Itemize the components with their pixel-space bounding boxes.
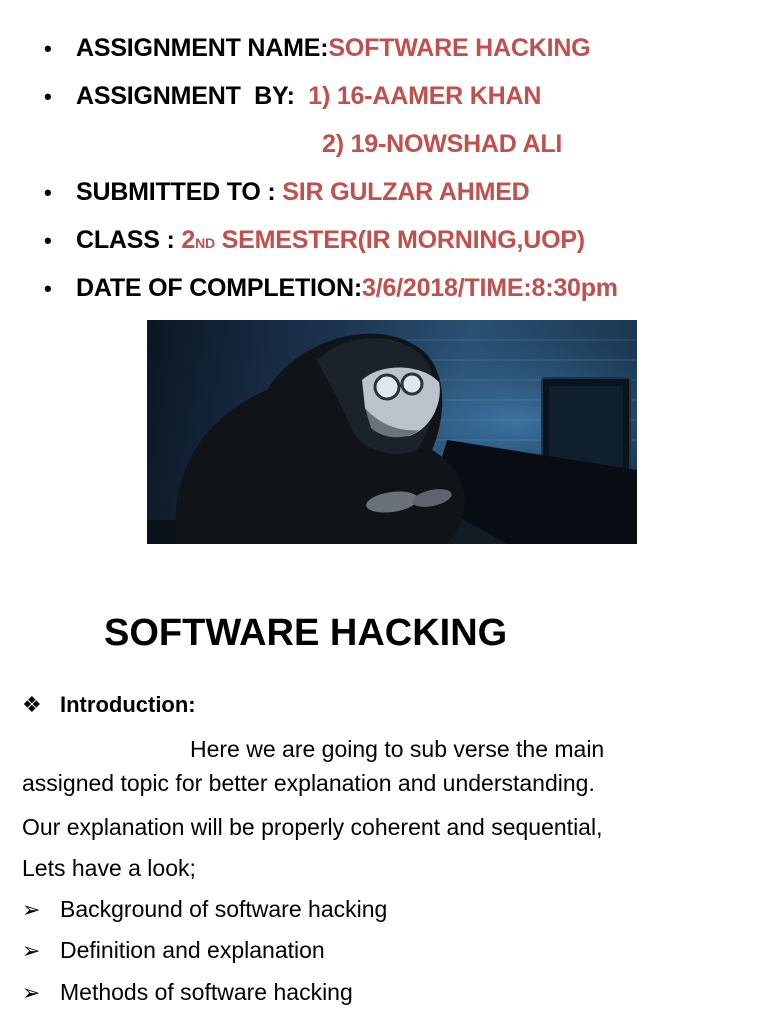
arrow-bullet-icon: ➢ [22, 896, 41, 922]
intro-paragraph-line: Lets have a look; [22, 855, 196, 881]
bullet-dot-icon: • [44, 180, 52, 205]
detail-label: ASSIGNMENT NAME: [76, 34, 329, 62]
bullet-dot-icon: • [44, 84, 52, 109]
detail-assignment-by [44, 82, 541, 118]
detail-value: SEMESTER(IR MORNING,UOP) [214, 226, 585, 254]
detail-value: SIR GULZAR AHMED [282, 178, 530, 206]
arrow-bullet-icon: ➢ [22, 979, 41, 1005]
detail-value-number: 2 [181, 226, 196, 254]
detail-label: DATE OF COMPLETION: [76, 274, 362, 302]
list-item [22, 896, 387, 923]
detail-value: SOFTWARE HACKING [328, 34, 591, 62]
bullet-dot-icon: • [44, 36, 52, 61]
detail-value: 3/6/2018/TIME:8:30pm [362, 274, 618, 302]
detail-value: 2) 19-NOWSHAD ALI [322, 130, 563, 158]
intro-paragraph-line: assigned topic for better explanation and understanding. [22, 770, 595, 796]
detail-label: SUBMITTED TO : [76, 178, 283, 206]
hacker-illustration [147, 320, 637, 544]
intro-heading [22, 692, 196, 718]
detail-label: ASSIGNMENT BY: [76, 82, 309, 110]
diamond-bullet-icon: ❖ [22, 692, 42, 717]
detail-submitted-to [44, 178, 530, 214]
bullet-dot-icon: • [44, 276, 52, 301]
intro-heading-label: Introduction: [60, 692, 196, 717]
arrow-bullet-icon: ➢ [22, 937, 41, 963]
list-item [22, 979, 353, 1006]
detail-value-superscript: ND [195, 235, 215, 251]
detail-value: 1) 16-AAMER KHAN [308, 82, 542, 110]
detail-label: CLASS : [76, 226, 182, 254]
intro-paragraph-line: Here we are going to sub verse the main [190, 736, 605, 762]
bullet-dot-icon: • [44, 228, 52, 253]
list-item-label: Definition and explanation [60, 937, 325, 963]
intro-paragraph-line: Our explanation will be properly coherent and sequential, [22, 814, 603, 840]
list-item-label: Background of software hacking [60, 896, 388, 922]
list-item [22, 937, 325, 964]
list-item-label: Methods of software hacking [60, 979, 353, 1005]
detail-assignment-name [44, 34, 590, 70]
detail-class [44, 226, 585, 262]
hacker-photo [147, 320, 637, 544]
detail-date-of-completion [44, 274, 618, 310]
detail-assignment-by-second [322, 130, 562, 166]
section-title: SOFTWARE HACKING [104, 612, 508, 654]
